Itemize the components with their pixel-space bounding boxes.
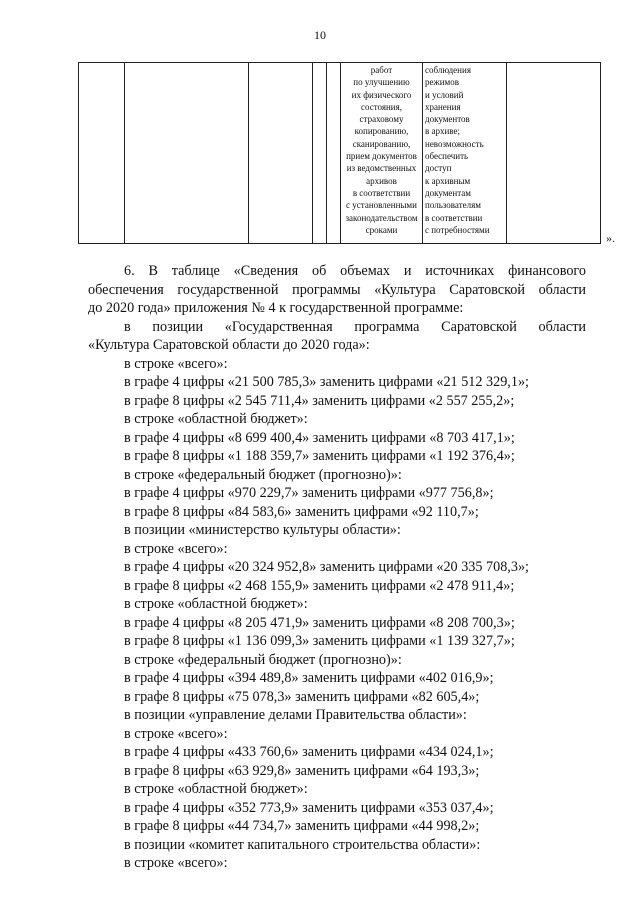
table-cell-empty <box>507 63 601 244</box>
paragraph-intro-line: до 2020 года» приложения № 4 к государственной программе: <box>88 300 464 316</box>
text-line: в графе 8 цифры «63 929,8» заменить цифрами «64 193,3»; <box>124 762 480 779</box>
table-cell-empty <box>79 63 125 244</box>
text-line: в графе 4 цифры «20 324 952,8» заменить цифрами «20 335 708,3»; <box>124 559 529 575</box>
table-cell-empty <box>313 63 327 244</box>
text-line: в строке «областной бюджет»: <box>124 781 308 797</box>
text-line: в графе 8 цифры «2 545 711,4» заменить цифрами «2 557 255,2»; <box>124 392 515 409</box>
table-cell-line: доступ <box>425 163 452 174</box>
table-cell-line: и условий <box>425 89 464 100</box>
table-cell-line: в соответствии <box>352 187 411 198</box>
table-cell-line: страховому <box>359 114 404 125</box>
table-cell-line: в соответствии <box>425 212 483 223</box>
table-cell-line: режимов <box>425 77 459 88</box>
table-cell-line: их физического <box>351 89 412 100</box>
text-line: в строке «всего»: <box>124 540 228 557</box>
text-line: в графе 4 цифры «8 699 400,4» заменить цифрами «8 703 417,1»; <box>124 429 515 446</box>
table-cell-line: работ <box>370 65 393 75</box>
text-line: в графе 8 цифры «1 188 359,7» заменить цифрами «1 192 376,4»; <box>124 448 515 464</box>
text-line: в графе 4 цифры «8 205 471,9» заменить цифрами «8 208 700,3»; <box>124 614 515 631</box>
text-line: в строке «областной бюджет»: <box>124 411 308 427</box>
table-cell-line: соблюдения <box>425 65 471 75</box>
page-number: 10 <box>314 28 326 42</box>
text-line: в графе 4 цифры «21 500 785,3» заменить цифрами «21 512 329,1»; <box>124 374 529 390</box>
table-cell-empty <box>125 63 249 244</box>
table-cell-line: пользователям <box>425 200 481 211</box>
table-cell-line: сканированию, <box>352 138 411 149</box>
text-line: в строке «федеральный бюджет (прогнозно)»: <box>124 466 402 483</box>
table-cell-empty <box>327 63 341 244</box>
position-line: «Культура Саратовской области до 2020 года»: <box>88 337 370 353</box>
table-cell-line: невозможность <box>425 138 484 149</box>
text-line: в позиции «комитет капитального строительства области»: <box>124 836 481 853</box>
table-cell-line: законодательством <box>345 212 418 223</box>
text-line: в строке «федеральный бюджет (прогнозно)»: <box>124 651 402 668</box>
table-closing-quote: ». <box>606 231 615 245</box>
table-cell-line: в архиве; <box>425 126 461 137</box>
table-cell-line: архивов <box>366 175 397 186</box>
text-line: в графе 8 цифры «1 136 099,3» заменить цифрами «1 139 327,7»; <box>124 633 515 649</box>
table-cell-line: с потребностями <box>425 224 490 235</box>
table-cell-line: прием документов <box>346 151 417 162</box>
table-cell-line: с установленными <box>346 200 417 211</box>
table-cell-line: обеспечить <box>425 151 469 162</box>
table-cell-line: состояния, <box>360 101 403 112</box>
text-line: в графе 4 цифры «394 489,8» заменить цифрами «402 016,9»; <box>124 670 494 686</box>
document-body <box>88 262 586 873</box>
paragraph-intro-line: обеспечения государственной программы «Культура Саратовской области <box>88 281 586 298</box>
paragraph-intro-line: 6. В таблице «Сведения об объемах и источниках финансового <box>124 263 586 279</box>
text-line: в строке «всего»: <box>124 355 228 372</box>
table-cell-line: хранения <box>425 101 461 112</box>
table-cell-consequences <box>423 63 507 244</box>
table-cell-line: по улучшению <box>353 77 410 88</box>
table-cell-measures <box>341 63 423 244</box>
table-cell-line: документам <box>425 187 471 198</box>
position-line: в позиции «Государственная программа Саратовской области <box>124 318 586 335</box>
text-line: в графе 8 цифры «75 078,3» заменить цифрами «82 605,4»; <box>124 688 480 705</box>
text-line: в строке «областной бюджет»: <box>124 596 308 612</box>
text-line: в графе 4 цифры «433 760,6» заменить цифрами «434 024,1»; <box>124 744 494 760</box>
table-cell-empty <box>249 63 313 244</box>
text-line: в графе 4 цифры «970 229,7» заменить цифрами «977 756,8»; <box>124 485 494 501</box>
text-line: в строке «всего»: <box>124 725 228 742</box>
table-cell-line: к архивным <box>425 175 471 186</box>
text-line: в графе 8 цифры «84 583,6» заменить цифрами «92 110,7»; <box>124 503 479 520</box>
text-line: в позиции «управление делами Правительства области»: <box>124 707 467 723</box>
text-line: в графе 4 цифры «352 773,9» заменить цифрами «353 037,4»; <box>124 799 494 816</box>
text-line: в строке «всего»: <box>124 855 228 871</box>
table-cell-line: документов <box>425 114 470 125</box>
text-line: в графе 8 цифры «2 468 155,9» заменить цифрами «2 478 911,4»; <box>124 577 515 594</box>
table-cell-line: копированию, <box>354 126 409 137</box>
text-line: в графе 8 цифры «44 734,7» заменить цифрами «44 998,2»; <box>124 818 480 834</box>
table-fragment <box>78 62 601 244</box>
text-line: в позиции «министерство культуры области»: <box>124 522 401 538</box>
table-cell-line: сроками <box>365 224 398 235</box>
table-cell-line: из ведомственных <box>346 163 417 174</box>
